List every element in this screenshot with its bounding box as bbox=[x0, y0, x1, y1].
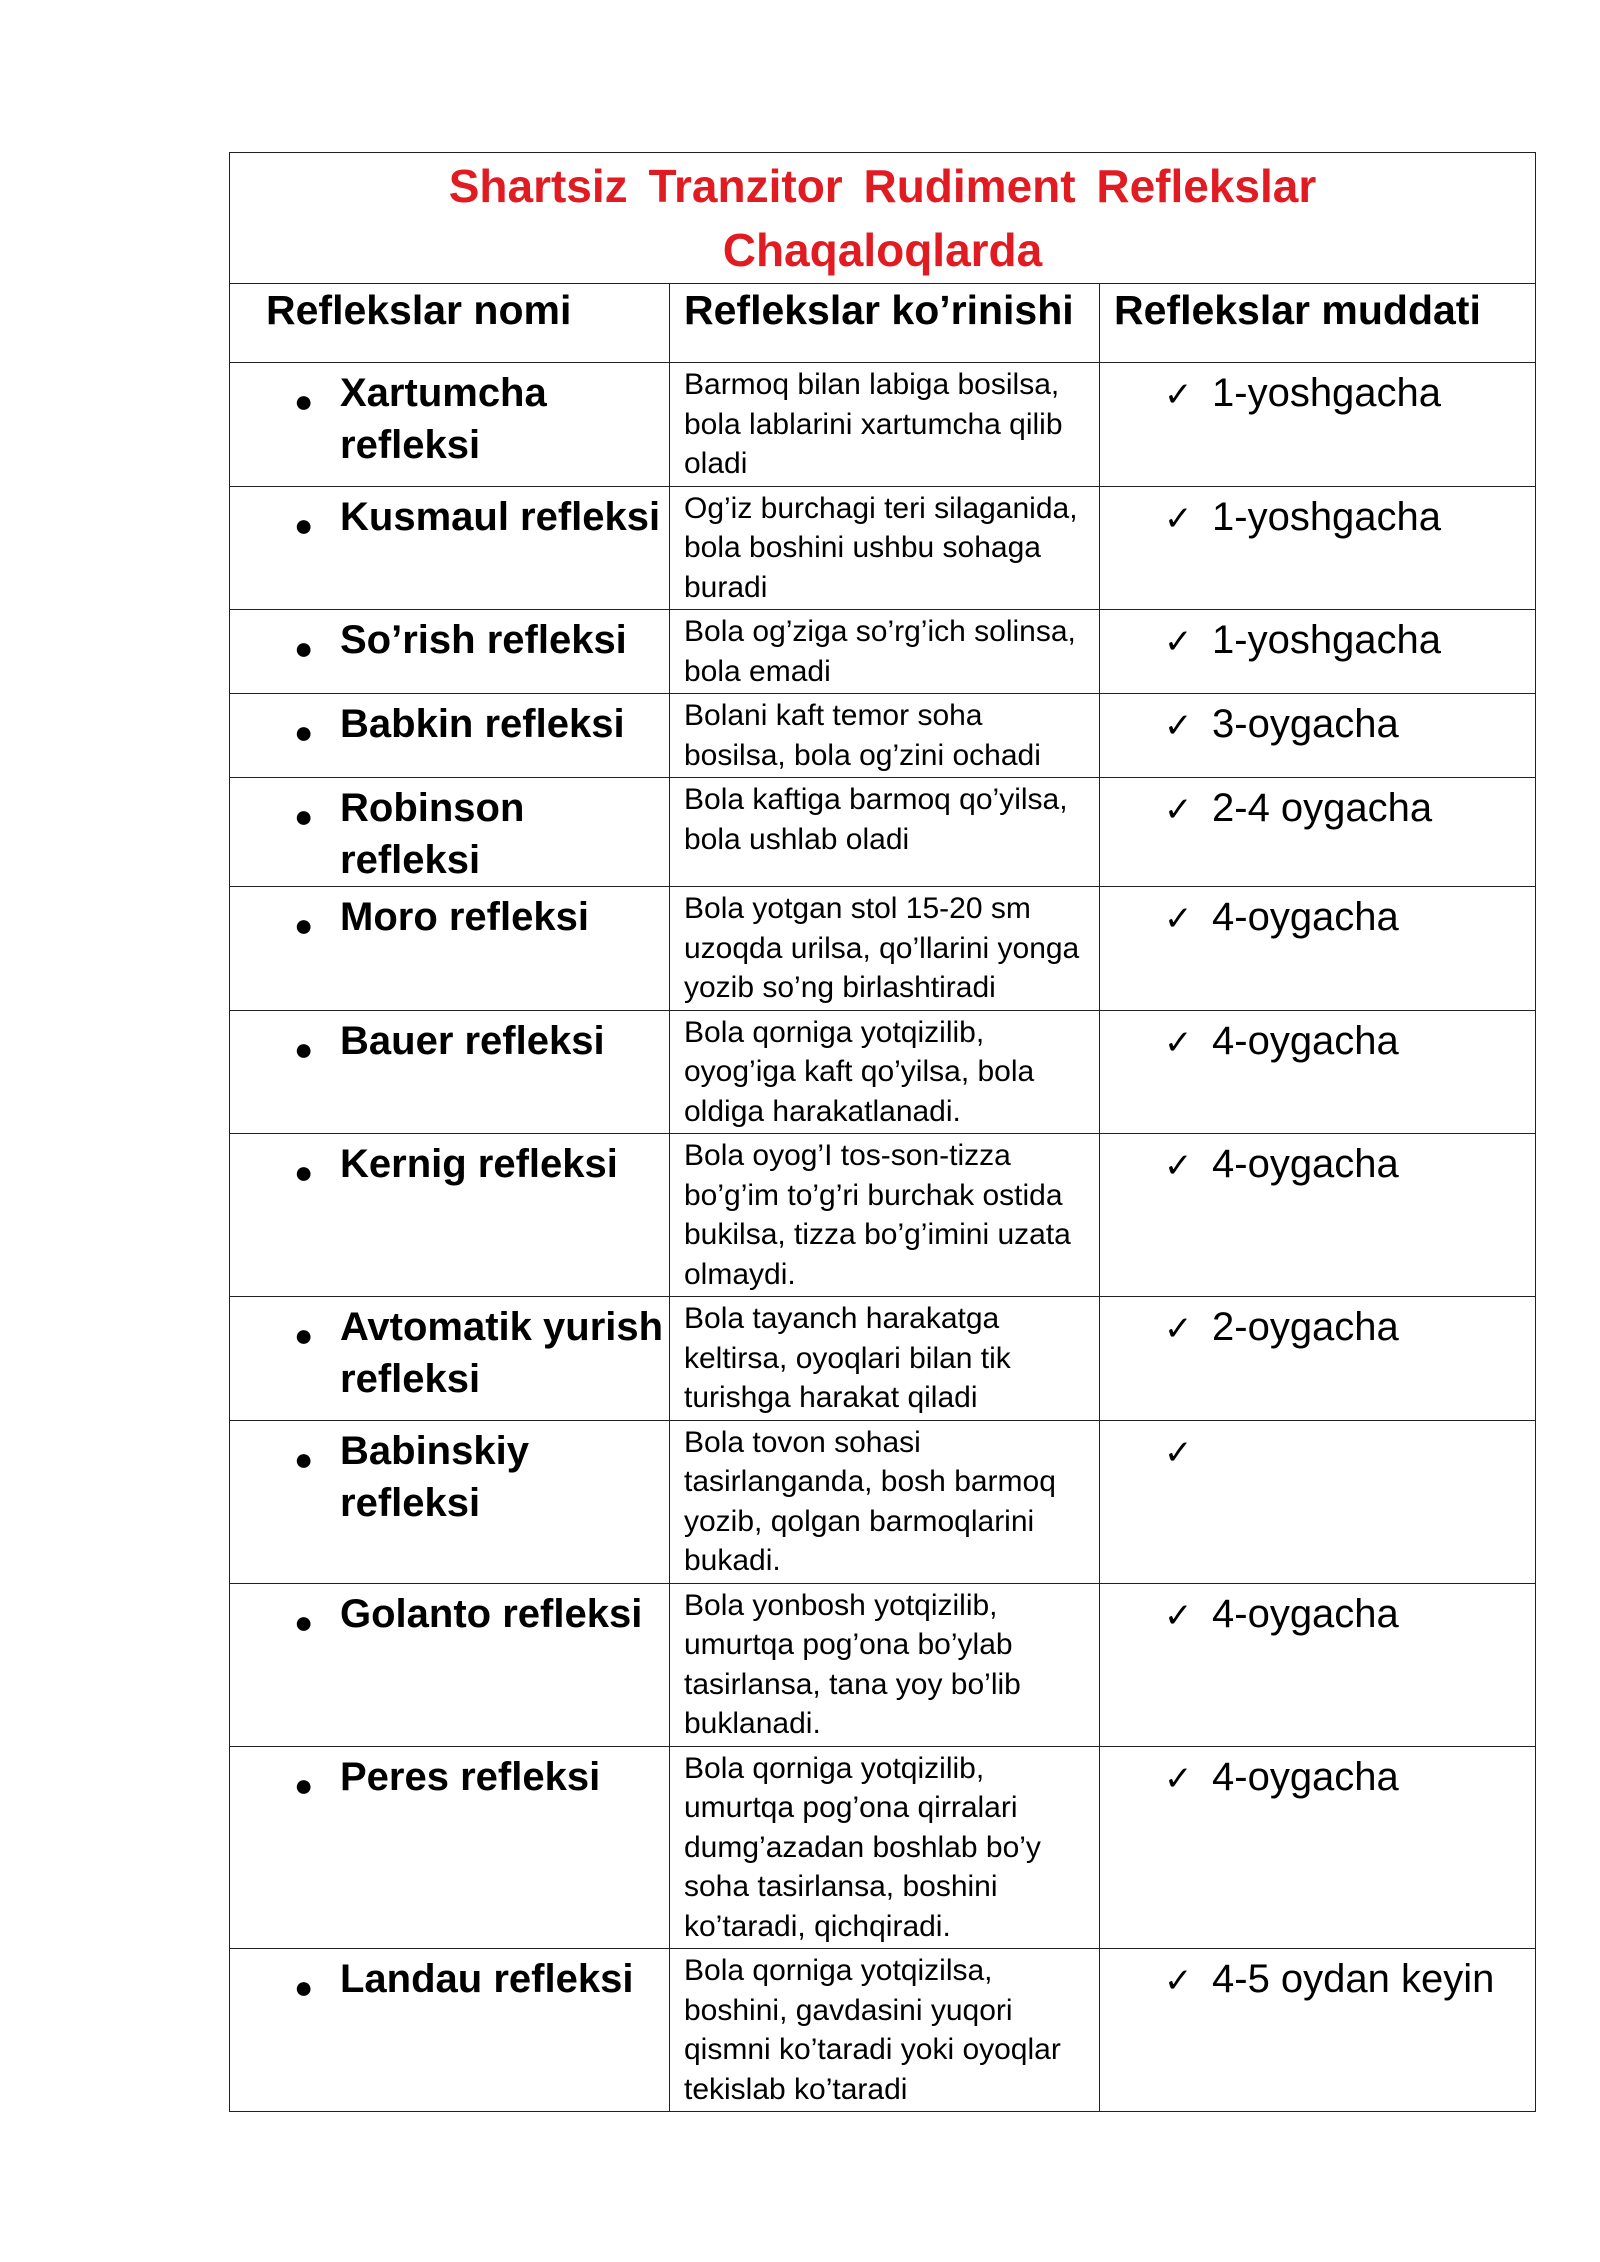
header-row bbox=[230, 284, 1536, 363]
reflex-description: Bola og’ziga so’rg’ich solinsa, bola emadi bbox=[670, 610, 1100, 694]
reflex-name-cell bbox=[230, 778, 670, 887]
reflex-duration: 2-oygacha bbox=[1212, 1305, 1399, 1349]
table-row bbox=[230, 1420, 1536, 1583]
table-row bbox=[230, 1297, 1536, 1421]
bullet-icon: ● bbox=[294, 506, 314, 543]
table-row bbox=[230, 694, 1536, 778]
check-icon: ✓ bbox=[1164, 899, 1193, 939]
reflex-duration: 1-yoshgacha bbox=[1212, 371, 1442, 415]
bullet-icon: ● bbox=[294, 714, 314, 750]
bullet-icon: ● bbox=[294, 798, 314, 834]
reflex-description: Bola tayanch harakatga keltirsa, oyoqlari bilan tik turishga harakat qiladi bbox=[670, 1297, 1100, 1421]
reflex-duration-cell bbox=[1100, 1420, 1536, 1583]
reflex-name-cell bbox=[230, 486, 670, 610]
reflex-name-cell bbox=[230, 1134, 670, 1297]
title-row bbox=[230, 153, 1536, 284]
reflex-name-cell bbox=[230, 1583, 670, 1746]
reflex-duration bbox=[1212, 1421, 1535, 1425]
title-line-2: Chaqaloqlarda bbox=[722, 224, 1043, 276]
reflex-duration: 4-oygacha bbox=[1212, 1142, 1399, 1186]
table-row bbox=[230, 887, 1536, 1011]
reflex-duration: 4-5 oydan keyin bbox=[1212, 1957, 1495, 2001]
header-duration: Reflekslar muddati bbox=[1100, 284, 1536, 363]
reflex-description: Bola qorniga yotqizilsa, boshini, gavdasini yuqori qismni ko’taradi yoki oyoqlar tekislab ko’taradi bbox=[670, 1949, 1100, 2112]
table-row bbox=[230, 1134, 1536, 1297]
reflex-name: Xartumcha refleksi bbox=[340, 371, 547, 467]
check-icon: ✓ bbox=[1164, 1022, 1193, 1063]
reflex-name-cell bbox=[230, 610, 670, 694]
reflex-table bbox=[229, 152, 1536, 2112]
reflex-name-cell bbox=[230, 1746, 670, 1949]
check-icon: ✓ bbox=[1164, 706, 1193, 746]
reflex-name: Babinskiy refleksi bbox=[340, 1428, 529, 1525]
check-icon: ✓ bbox=[1164, 375, 1193, 415]
reflex-description: Bola qorniga yotqizilib, umurtqa pog’ona qirralari dumg’azadan boshlab bo’y soha tasirlansa, boshini ko’taradi, qichqiradi. bbox=[670, 1746, 1100, 1949]
reflex-duration-cell bbox=[1100, 610, 1536, 694]
reflex-duration-cell bbox=[1100, 1583, 1536, 1746]
check-icon: ✓ bbox=[1164, 1432, 1193, 1473]
reflex-name-cell bbox=[230, 1010, 670, 1134]
table-title bbox=[230, 153, 1536, 284]
reflex-duration: 4-oygacha bbox=[1212, 1754, 1399, 1799]
reflex-name-cell bbox=[230, 694, 670, 778]
reflex-name: Kernig refleksi bbox=[340, 1142, 618, 1186]
check-icon: ✓ bbox=[1164, 622, 1193, 662]
reflex-name: Landau refleksi bbox=[340, 1957, 634, 2001]
bullet-icon: ● bbox=[294, 1766, 314, 1803]
reflex-name-cell bbox=[230, 887, 670, 1011]
bullet-icon: ● bbox=[294, 1969, 314, 2005]
reflex-duration: 4-oygacha bbox=[1212, 895, 1399, 939]
reflex-name-cell bbox=[230, 1297, 670, 1421]
check-icon: ✓ bbox=[1164, 1758, 1193, 1799]
reflex-duration-cell bbox=[1100, 486, 1536, 610]
reflex-name: Avtomatik yurish refleksi bbox=[340, 1305, 664, 1401]
table-row bbox=[230, 1010, 1536, 1134]
reflex-description: Barmoq bilan labiga bosilsa, bola lablarini xartumcha qilib oladi bbox=[670, 363, 1100, 487]
reflex-duration: 2-4 oygacha bbox=[1212, 786, 1433, 830]
title-line-1: Shartsiz Tranzitor Rudiment Reflekslar bbox=[448, 160, 1317, 212]
check-icon: ✓ bbox=[1164, 1595, 1193, 1636]
reflex-duration-cell bbox=[1100, 1746, 1536, 1949]
reflex-duration-cell bbox=[1100, 694, 1536, 778]
reflex-duration-cell bbox=[1100, 1297, 1536, 1421]
reflex-description: Bolani kaft temor soha bosilsa, bola og’zini ochadi bbox=[670, 694, 1100, 778]
check-icon: ✓ bbox=[1164, 498, 1193, 539]
table-row bbox=[230, 486, 1536, 610]
reflex-duration: 4-oygacha bbox=[1212, 1591, 1399, 1636]
reflex-name-cell bbox=[230, 1420, 670, 1583]
reflex-description: Bola oyog’I tos-son-tizza bo’g’im to’g’ri burchak ostida bukilsa, tizza bo’g’imini uzata olmaydi. bbox=[670, 1134, 1100, 1297]
reflex-description: Og’iz burchagi teri silaganida, bola boshini ushbu sohaga buradi bbox=[670, 486, 1100, 610]
reflex-description: Bola yotgan stol 15-20 sm uzoqda urilsa, qo’llarini yonga yozib so’ng birlashtiradi bbox=[670, 887, 1100, 1011]
reflex-description: Bola yonbosh yotqizilib, umurtqa pog’ona bo’ylab tasirlansa, tana yoy bo’lib buklanadi. bbox=[670, 1583, 1100, 1746]
reflex-duration-cell bbox=[1100, 778, 1536, 887]
reflex-name: Bauer refleksi bbox=[340, 1018, 605, 1063]
reflex-duration-cell bbox=[1100, 887, 1536, 1011]
table-row bbox=[230, 1949, 1536, 2112]
reflex-name: Peres refleksi bbox=[340, 1754, 601, 1799]
bullet-icon: ● bbox=[294, 1603, 314, 1640]
table-row bbox=[230, 363, 1536, 487]
reflex-description: Bola qorniga yotqizilib, oyog’iga kaft qo’yilsa, bola oldiga harakatlanadi. bbox=[670, 1010, 1100, 1134]
reflex-duration: 3-oygacha bbox=[1212, 702, 1399, 746]
reflex-name: So’rish refleksi bbox=[340, 618, 627, 662]
check-icon: ✓ bbox=[1164, 1309, 1193, 1349]
check-icon: ✓ bbox=[1164, 790, 1193, 830]
reflex-description: Bola kaftiga barmoq qo’yilsa, bola ushlab oladi bbox=[670, 778, 1100, 887]
bullet-icon: ● bbox=[294, 1317, 314, 1353]
reflex-name-cell bbox=[230, 363, 670, 487]
reflex-name: Babkin refleksi bbox=[340, 702, 625, 746]
reflex-duration: 1-yoshgacha bbox=[1212, 618, 1442, 662]
bullet-icon: ● bbox=[294, 1154, 314, 1190]
reflex-name: Kusmaul refleksi bbox=[340, 494, 661, 539]
reflex-duration-cell bbox=[1100, 1134, 1536, 1297]
reflex-duration: 1-yoshgacha bbox=[1212, 494, 1442, 539]
reflex-name: Moro refleksi bbox=[340, 895, 589, 939]
table-row bbox=[230, 1746, 1536, 1949]
table-row bbox=[230, 778, 1536, 887]
reflex-duration-cell bbox=[1100, 1010, 1536, 1134]
reflex-duration-cell bbox=[1100, 1949, 1536, 2112]
reflex-description: Bola tovon sohasi tasirlanganda, bosh barmoq yozib, qolgan barmoqlarini bukadi. bbox=[670, 1420, 1100, 1583]
table-row bbox=[230, 1583, 1536, 1746]
reflex-name: Robinson refleksi bbox=[340, 786, 525, 882]
bullet-icon: ● bbox=[294, 907, 314, 943]
reflex-name: Golanto refleksi bbox=[340, 1591, 643, 1636]
bullet-icon: ● bbox=[294, 383, 314, 419]
table-row bbox=[230, 610, 1536, 694]
reflex-duration-cell bbox=[1100, 363, 1536, 487]
bullet-icon: ● bbox=[294, 1030, 314, 1067]
check-icon: ✓ bbox=[1164, 1961, 1193, 2001]
header-name: Reflekslar nomi bbox=[230, 284, 670, 363]
check-icon: ✓ bbox=[1164, 1146, 1193, 1186]
reflex-name-cell bbox=[230, 1949, 670, 2112]
bullet-icon: ● bbox=[294, 1440, 314, 1477]
reflex-duration: 4-oygacha bbox=[1212, 1018, 1399, 1063]
bullet-icon: ● bbox=[294, 630, 314, 666]
header-appearance: Reflekslar ko’rinishi bbox=[670, 284, 1100, 363]
